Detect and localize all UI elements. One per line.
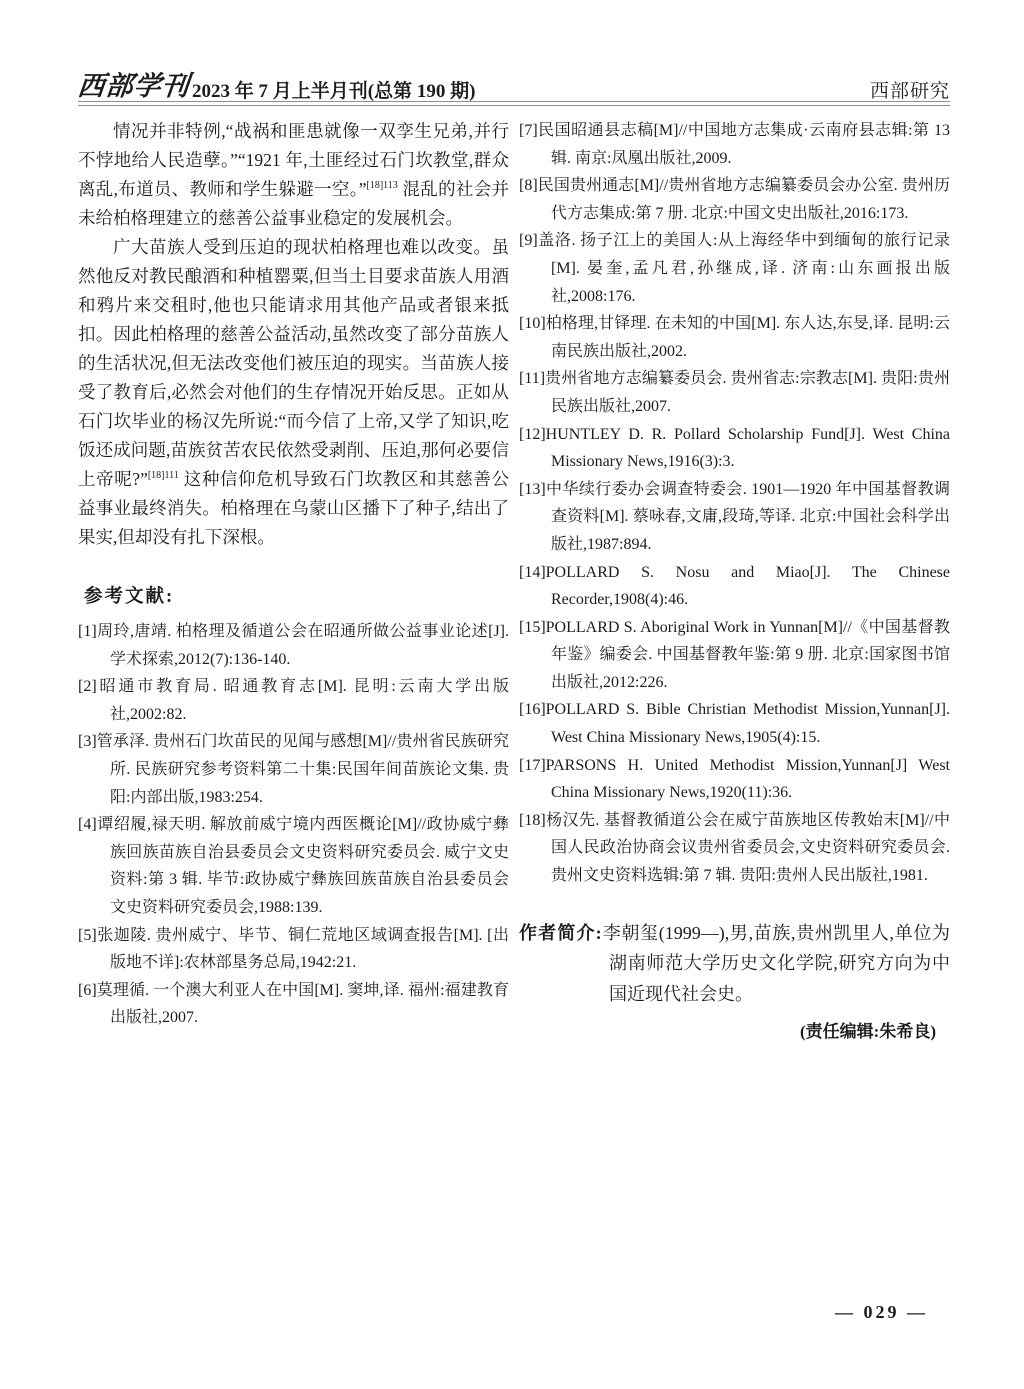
author-bio (519, 918, 950, 1010)
header-left (78, 64, 475, 103)
page-number: — 029 — (835, 1302, 928, 1322)
references-heading: 参考文献: (84, 587, 175, 607)
right-column (519, 117, 950, 1042)
paragraph-text: 这种信仰危机导致石门坎教区和其慈善公益事业最终消失。柏格理在乌蒙山区播下了种子,结出了果实,但却没有扎下深根。 (78, 469, 509, 547)
references-list-left (78, 618, 509, 1032)
reference-item: [17]PARSONS H. United Methodist Mission,Yunnan[J] West China Missionary News,1920(11):36. (519, 756, 950, 802)
author-bio-text: 李朝玺(1999—),男,苗族,贵州凯里人,单位为湖南师范大学历史文化学院,研究方向为中国近现代社会史。 (602, 922, 950, 1004)
paragraph-text: 广大苗族人受到压迫的现状柏格理也难以改变。虽然他反对教民酿酒和种植罂粟,但当土目要求苗族人用酒和鸦片来交租时,他也只能请求用其他产品或者银来抵扣。因此柏格理的慈善公益活动,虽然改变了部分苗族人的生活状况,但无法改变他们被压迫的现实。当苗族人接受了教育后,必然会对他们的生存情况开始反思。正如从石门坎毕业的杨汉先所说:“而今信了上帝,又学了知识,吃饭还成问题,苗族贫苦农民依然受剥削、压迫,那何必要信上帝呢?” (78, 237, 509, 489)
reference-item: [7]民国昭通县志稿[M]//中国地方志集成·云南府县志辑:第 13 辑. 南京:凤凰出版社,2009. (519, 122, 950, 167)
paragraph (78, 117, 509, 233)
reference-item: [12]HUNTLEY D. R. Pollard Scholarship Fund[J]. West China Missionary News,1916(3):3. (519, 425, 950, 471)
reference-item: [4]谭绍履,禄天明. 解放前威宁境内西医概论[M]//政协威宁彝族回族苗族自治县委员会文史资料研究委员会. 威宁文史资料:第 3 辑. 毕节:政协威宁彝族回族苗族自治县委员会文史资料研究委员会,1988:139. (78, 816, 509, 916)
reference-item: [10]柏格理,甘铎理. 在未知的中国[M]. 东人达,东旻,译. 昆明:云南民族出版社,2002. (519, 315, 950, 360)
reference-item: [11]贵州省地方志编纂委员会. 贵州省志:宗教志[M]. 贵阳:贵州民族出版社,2007. (519, 370, 950, 415)
reference-item: [1]周玲,唐靖. 柏格理及循道公会在昭通所做公益事业论述[J]. 学术探索,2012(7):136-140. (78, 623, 509, 668)
references-list-right (519, 117, 950, 890)
citation-superscript: [18]113 (366, 180, 398, 192)
paragraph-text: 情况并非特例,“战祸和匪患就像一双孪生兄弟,并行不悖地给人民造孽。”“1921 年,土匪经过石门坎教堂,群众离乱,布道员、教师和学生躲避一空。” (78, 121, 509, 199)
reference-item: [2]昭通市教育局. 昭通教育志[M]. 昆明:云南大学出版社,2002:82. (78, 678, 509, 723)
journal-logo: 西部学刊 (76, 71, 192, 101)
reference-item: [16]POLLARD S. Bible Christian Methodist Mission,Yunnan[J]. West China Missionary News,1905(4):15. (519, 701, 950, 747)
left-column (78, 117, 509, 1042)
reference-item: [8]民国贵州通志[M]//贵州省地方志编纂委员会办公室. 贵州历代方志集成:第 7 册. 北京:中国文史出版社,2016:173. (519, 177, 950, 222)
author-bio-label: 作者简介: (519, 922, 603, 943)
reference-item: [9]盖洛. 扬子江上的美国人:从上海经华中到缅甸的旅行记录[M]. 晏奎,孟凡君,孙继成,译. 济南:山东画报出版社,2008:176. (519, 232, 950, 305)
editor-note: (责任编辑:朱希良) (800, 1022, 936, 1042)
reference-item: [3]管承泽. 贵州石门坎苗民的见闻与感想[M]//贵州省民族研究所. 民族研究参考资料第二十集:民国年间苗族论文集. 贵阳:内部出版,1983:254. (78, 733, 509, 806)
header-divider (78, 101, 950, 106)
content-columns (78, 117, 950, 1042)
reference-item: [14]POLLARD S. Nosu and Miao[J]. The Chinese Recorder,1908(4):46. (519, 563, 950, 609)
paragraph-text: 混乱的社会并未给柏格理建立的慈善公益事业稳定的发展机会。 (78, 179, 509, 228)
reference-item: [13]中华续行委办会调查特委会. 1901—1920 年中国基督教调查资料[M]. 蔡咏春,文庸,段琦,等译. 北京:中国社会科学出版社,1987:894. (519, 480, 950, 553)
page-header (78, 64, 950, 103)
reference-item: [6]莫理循. 一个澳大利亚人在中国[M]. 窦坤,译. 福州:福建教育出版社,2007. (78, 981, 509, 1027)
reference-item: [18]杨汉先. 基督教循道公会在威宁苗族地区传教始末[M]//中国人民政治协商会议贵州省委员会,文史资料研究委员会. 贵州文史资料选辑:第 7 辑. 贵阳:贵州人民出版社,1981. (519, 811, 950, 885)
citation-superscript: [18]111 (147, 470, 179, 482)
reference-item: [5]张迦陵. 贵州威宁、毕节、铜仁荒地区域调查报告[M]. [出版地不详]:农林部垦务总局,1942:21. (78, 926, 509, 972)
paragraph (78, 233, 509, 552)
issue-info: 2023 年 7 月上半月刊(总第 190 期) (192, 81, 476, 102)
section-title: 西部研究 (869, 81, 950, 102)
reference-item: [15]POLLARD S. Aboriginal Work in Yunnan[M]//《中国基督教年鉴》编委会. 中国基督教年鉴:第 9 册. 北京:国家图书馆出版社,2012:226. (519, 618, 950, 691)
